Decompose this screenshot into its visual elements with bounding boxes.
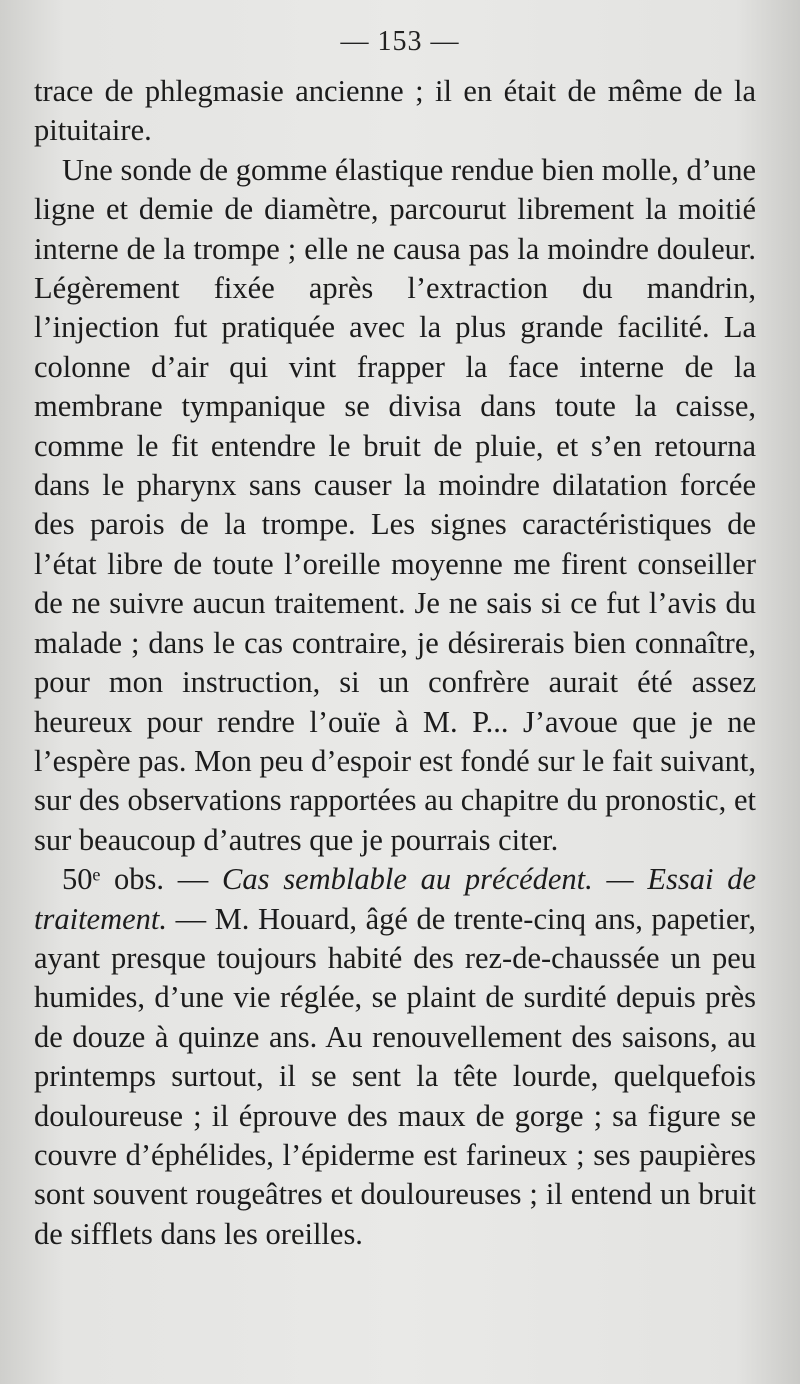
observation-dash: —	[164, 862, 223, 897]
observation-label: 50ᵉ obs.	[62, 862, 165, 897]
paragraph-observation-50	[34, 860, 756, 1254]
paragraph-sonde: Une sonde de gomme élastique rendue bien molle, d’une ligne et demie de diamètre, parcourut librement la moitié interne de la trompe ; elle ne causa pas la moindre douleur. Légèrement fixée après l’extraction du mandrin, l’injection fut pratiquée avec la plus grande facilité. La colonne d’air qui vint frapper la face interne de la membrane tympanique se divisa dans toute la caisse, comme le fit entendre le bruit de pluie, et s’en retourna dans le pharynx sans causer la moindre dilatation forcée des parois de la trompe. Les signes caractéristiques de l’état libre de toute l’oreille moyenne me firent conseiller de ne suivre aucun traitement. Je ne sais si ce fut l’avis du malade ; dans le cas contraire, je désirerais bien connaître, pour mon instruction, si un confrère aurait été assez heureux pour rendre l’ouïe à M. P... J’avoue que je ne l’espère pas. Mon peu d’espoir est fondé sur le fait suivant, sur des observations rapportées au chapitre du pronostic, et sur beaucoup d’autres que je pourrais citer.	[34, 152, 756, 857]
observation-text: M. Houard, âgé de trente-cinq ans, papetier, ayant presque toujours habité des rez-de-chaussée un peu humides, d’une vie réglée, se plaint de surdité depuis près de douze à quinze ans. Au renouvellement des saisons, au printemps surtout, il se sent la tête lourde, quelquefois douloureuse ; il éprouve des maux de gorge ; sa figure se couvre d’éphélides, l’épiderme est farineux ; ses paupières sont souvent rougeâtres et douloureuses ; il entend un bruit de sifflets dans les oreilles.	[34, 901, 757, 1251]
observation-title: Cas semblable au précédent. — Essai de traitement.	[34, 862, 756, 936]
observation-dash: —	[167, 901, 215, 936]
page-number-header: — 153 —	[340, 26, 460, 57]
paragraph-continuation: trace de phlegmasie ancienne ; il en était de même de la pituitaire.	[34, 74, 756, 148]
body-text	[34, 72, 756, 1254]
